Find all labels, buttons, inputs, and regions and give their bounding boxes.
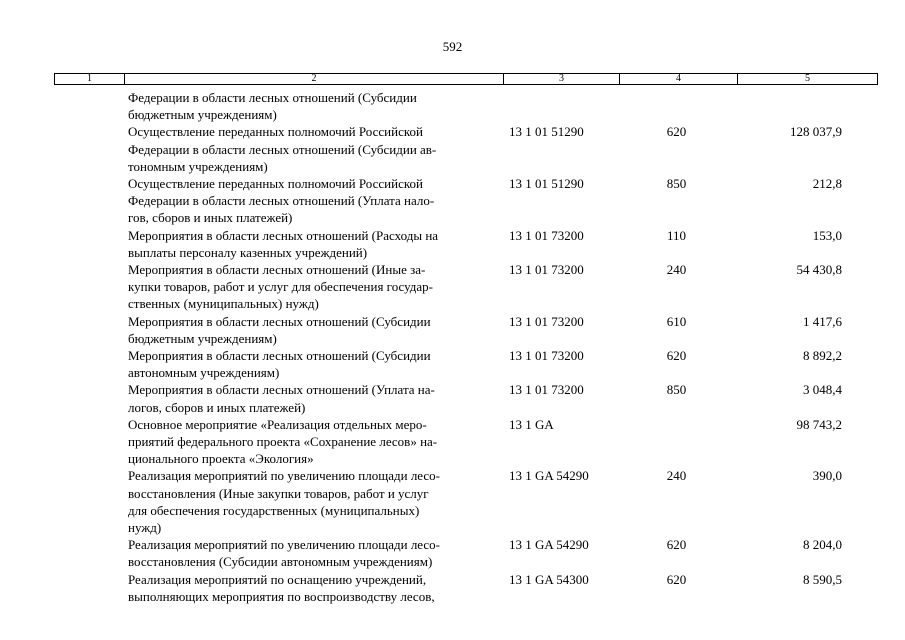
table-row: [0, 89, 905, 123]
row-expense-type: 240: [666, 262, 687, 278]
description-line: Федерации в области лесных отношений (Субсидии: [128, 90, 417, 105]
description-line: ционального проекта «Экология»: [128, 451, 314, 467]
row-target-code: 13 1 GA 54290: [509, 537, 589, 553]
description-line: Реализация мероприятий по оснащению учреждений,: [128, 571, 427, 587]
table-row: [0, 381, 905, 415]
row-target-code: [509, 89, 639, 123]
header-col-4: 4: [620, 74, 738, 84]
description-line: автономным учреждениям): [128, 365, 280, 381]
row-description: [128, 416, 496, 468]
description-line: Федерации в области лесных отношений (Субсидии ав-: [128, 141, 437, 157]
row-expense-type: 610: [666, 313, 687, 329]
header-col-3: 3: [504, 74, 620, 84]
row-expense-type: 620: [666, 124, 687, 140]
table-row: [0, 175, 905, 227]
row-expense-type: 850: [666, 382, 687, 398]
row-description: [128, 347, 496, 381]
row-amount: 128 037,9: [790, 124, 842, 140]
row-target-code: 13 1 01 73200: [509, 313, 584, 329]
row-target-code: 13 1 01 73200: [509, 262, 584, 278]
header-col-5: 5: [805, 73, 810, 84]
row-target-code: 13 1 01 73200: [509, 348, 584, 364]
table-row: [0, 416, 905, 468]
row-target-code: 13 1 GA 54300: [509, 571, 589, 587]
row-description: [128, 536, 496, 570]
row-amount: 8 892,2: [803, 348, 842, 364]
row-amount: 3 048,4: [803, 382, 842, 398]
description-line: для обеспечения государственных (муниципальных): [128, 502, 420, 518]
description-line: нужд): [128, 520, 162, 536]
table-row: [0, 347, 905, 381]
row-amount: 8 590,5: [803, 571, 842, 587]
row-description: [128, 571, 496, 605]
row-amount: 212,8: [812, 176, 842, 192]
table-body: [0, 89, 905, 605]
description-line: тономным учреждениям): [128, 158, 268, 174]
row-description: [128, 227, 496, 261]
row-expense-type: 620: [666, 571, 687, 587]
description-line: Осуществление переданных полномочий Российской: [128, 176, 423, 192]
table-header: [54, 73, 878, 85]
row-description: [128, 89, 496, 123]
row-description: [128, 123, 496, 175]
table-row: [0, 571, 905, 605]
description-line: бюджетным учреждениям): [128, 107, 277, 123]
row-amount: 390,0: [812, 468, 842, 484]
row-amount: 98 743,2: [796, 416, 842, 432]
row-expense-type: 110: [666, 227, 687, 243]
row-description: [128, 467, 496, 536]
description-line: Реализация мероприятий по увеличению площади лесо-: [128, 537, 440, 553]
row-expense-type: 620: [666, 537, 687, 553]
header-col-1: 1: [55, 74, 125, 84]
row-target-code: 13 1 GA 54290: [509, 468, 589, 484]
table-row: [0, 123, 905, 175]
description-line: Мероприятия в области лесных отношений (Субсидии: [128, 348, 431, 364]
row-description: [128, 175, 496, 227]
description-line: гов, сборов и иных платежей): [128, 210, 293, 226]
table-row: [0, 536, 905, 570]
row-amount: 1 417,6: [803, 313, 842, 329]
description-line: бюджетным учреждениям): [128, 330, 277, 346]
description-line: Мероприятия в области лесных отношений (Расходы на: [128, 227, 439, 243]
description-line: приятий федерального проекта «Сохранение лесов» на-: [128, 434, 438, 450]
row-description: [128, 261, 496, 313]
description-line: Федерации в области лесных отношений (Уплата нало-: [128, 193, 435, 209]
description-line: Мероприятия в области лесных отношений (Субсидии: [128, 313, 431, 329]
row-expense-type: [639, 416, 714, 468]
row-expense-type: 620: [666, 348, 687, 364]
description-line: восстановления (Иные закупки товаров, работ и услуг: [128, 485, 429, 501]
row-amount: 153,0: [812, 227, 842, 243]
description-line: ственных (муниципальных) нужд): [128, 296, 319, 312]
row-expense-type: 850: [666, 176, 687, 192]
row-expense-type: [639, 89, 714, 123]
row-target-code: 13 1 01 73200: [509, 227, 584, 243]
page-number: 592: [442, 39, 463, 54]
description-line: купки товаров, работ и услуг для обеспечения государ-: [128, 279, 434, 295]
header-col-2: 2: [125, 74, 504, 84]
description-line: Мероприятия в области лесных отношений (Иные за-: [128, 262, 426, 278]
row-description: [128, 313, 496, 347]
description-line: Реализация мероприятий по увеличению площади лесо-: [128, 468, 440, 484]
table-row: [0, 467, 905, 536]
row-target-code: 13 1 01 51290: [509, 124, 584, 140]
row-target-code: 13 1 01 73200: [509, 382, 584, 398]
row-amount: 54 430,8: [796, 262, 842, 278]
description-line: Основное мероприятие «Реализация отдельных меро-: [128, 416, 427, 432]
description-line: Осуществление переданных полномочий Российской: [128, 124, 423, 140]
row-target-code: 13 1 01 51290: [509, 176, 584, 192]
row-amount: 8 204,0: [803, 537, 842, 553]
description-line: логов, сборов и иных платежей): [128, 399, 306, 415]
table-row: [0, 313, 905, 347]
description-line: выплаты персоналу казенных учреждений): [128, 244, 368, 260]
row-expense-type: 240: [666, 468, 687, 484]
description-line: выполняющих мероприятия по воспроизводству лесов,: [128, 588, 435, 604]
description-line: Мероприятия в области лесных отношений (Уплата на-: [128, 382, 435, 398]
row-amount: [714, 89, 842, 123]
row-description: [128, 381, 496, 415]
table-row: [0, 261, 905, 313]
description-line: восстановления (Субсидии автономным учреждениям): [128, 554, 433, 570]
row-target-code: 13 1 GA: [509, 416, 554, 432]
table-row: [0, 227, 905, 261]
